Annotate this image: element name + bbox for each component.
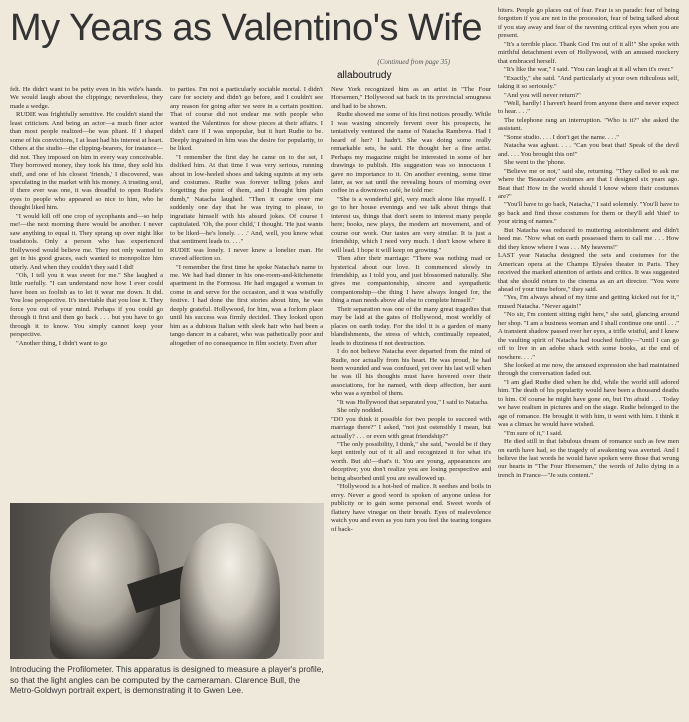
paragraph: Their separation was one of the many great tragedies that may be laid at the gates of Hollywood, most worldly of places on earth today. For the idol it is a garden of many blandishments, the stress of which, continually repeated, leads to dizziness if not destruction. <box>331 305 491 347</box>
paragraph: "You'll have to go back, Natacha," I said solemnly. "You'll have to go back and find those costumes for them or they'll add 'thief' to your string of names." <box>498 201 679 226</box>
paragraph: "I am glad Rudie died when he did, while the world still adored him. The death of his popularity would have been a thousand deaths to him. Of course he might have gone on, but I'm afraid . . . Today we have realism in pictures and on the stage. Rudie belonged to the age of romance. He brought it with him, it went with him. I think it was a climax he would have wished. <box>498 378 679 429</box>
paragraph: Rudie showed me some of his first notices proudly. While I was waxing sincerely fervent over his prospects, he tentatively ventured the name of Natacha Rambova. Had I heard of her? I hadn't. She was doing some really remarkable sets, he said. He thought her a fine artist. Perhaps my magazine might be interested in some of her drawings to publish. His suggestion was so innocuous I gave no importance to it. On another evening, some time later, as we sat until the revealing hours of morning over coffee in a downtown café, he told me: <box>331 111 491 195</box>
paragraph: "Some studio. . . . I don't get the name. . . ." <box>504 133 619 141</box>
paragraph: "Yes, I'm always ahead of my time and getting kicked out for it," mused Natacha. "Never again!" <box>498 294 679 310</box>
paragraph: "I would kill off one crop of sycophants and—so help me!—the next morning there would be another. I never saw anything to equal it. They sprang up over night like toadstools. Only a person who has experienced Hollywood would believe me. They not only wanted to get in his good graces, each wanted to monopolize him utterly. And when they couldn't they said I did! <box>10 212 163 271</box>
continued-note: (Continued from page 35) <box>377 58 450 66</box>
paragraph: "Hollywood is a hot-bed of malice. It seethes and boils in envy. Never a good word is spoken of anyone unless for publicity or to gain some personal end. Sweet words of flattery have vinegar on their breath. Eyes of malevolence watch you and even as you turn you feel the tearing tongues of back- <box>331 483 491 533</box>
paragraph: "DO you think it possible for two people to succeed with marriage there?" I asked, "not just ostensibly I mean, but actually? . . . or even with great friendship?" <box>331 415 491 440</box>
paragraph: "The only possibility, I think," she said, "would be if they kept entirely out of it all and recognized it for what it's worth. But ah!—that's it. You are young, appearances are deceptive; you don't realize you are losing perspective and being absorbed until you are swallowed up. <box>331 441 491 482</box>
paragraph: Natacha was aghast. . . . "Can you beat that! Speak of the devil and. . . . You brought this on!" <box>498 142 679 158</box>
article-headline: My Years as Valentino's Wife <box>10 7 483 49</box>
paragraph: The telephone rang an interruption. "Who is it?" she asked the assistant. <box>498 116 679 133</box>
paragraph: RUDIE was lonely. I never knew a lonelier man. He craved affection so. <box>170 246 323 263</box>
paragraph: RUDIE was frightfully sensitive. He couldn't stand the least criticism. And being an actor—a much finer actor than most people realized—he was pliant. If I shaped some of his convictions, I at least had his interest at heart. Others at the studio—the clipping-bearers, for instance—did not. They imposed on him in every way conceivable. They borrowed money, they took his time, they sold his stuff, and one of his closest 'friends,' I discovered, was speculating in the market with his money. A trusting soul, if there ever was one, it was dreadful to open Rudie's eyes to people who appeared so nice to him, who he thought liked him. <box>10 111 163 212</box>
paragraph: "Well, hardly! I haven't heard from anyone there and never expect to hear. . . ." <box>498 99 679 116</box>
paragraph: "Another thing, I didn't want to go <box>16 339 107 347</box>
paragraph: "It was Hollywood that separated you," I said to Natacha. <box>337 398 489 406</box>
paragraph: "Oh, I tell you it was sweet for me." She laughed a little ruefully. "I can understand now how I ever could have been so foolish as to let it wear me down. It did. You lose perspective. It's inevitable that you lose it. They force you out of your mind. Perhaps if you could go through it first and then go back . . . but you have to go through it to know. You simply cannot keep your perspective. <box>10 271 163 339</box>
paragraph: biters. People go places out of fear. Fear is so parade: fear of being forgotten if you are not in the procession, fear of being talked about if you stay away and fear of the ravening critical eyes when you are present. <box>498 7 679 40</box>
paragraph: "It's like the war," I said. "You can laugh at it all when it's over." <box>504 66 674 74</box>
paragraph: "She is a wonderful girl, very much alone like myself. I go to her house evenings and we talk about things that interest us, things that don't seem to interest many people here; books, new plays, the modern art movement, and of course our work. Our tastes are very similar. It is just a friendship, which I need very much. I don't know where it will lead. I hope it will keep on growing." <box>331 195 491 254</box>
paragraph: "And you will never return?" <box>504 91 581 99</box>
paragraph: "It's a terrible place. Thank God I'm out of it all!" She spoke with mirthful detachment even of Hollywood, with an amused mockery that embraced herself. <box>498 40 679 65</box>
paragraph: New York recognized him as an artist in "The Four Horsemen," Hollywood sat back in its provincial smugness and had to be shown. <box>331 86 491 110</box>
photo-woman-figure <box>180 523 280 659</box>
paragraph: He died still in that fabulous dream of romance such as few men on earth have had, so the tragedy of awakening was averted. And I believe the last words he would have spoken were those that wrung our hearts in "The Four Horsemen," the words of Julio dying in a trench in France—"Je suis content." <box>498 438 679 479</box>
paragraph: "I'm sure of it," I said. <box>504 429 563 437</box>
watermark: allaboutrudy <box>337 70 392 81</box>
paragraph: to parties. I'm not a particularly sociable mortal. I didn't care for society and didn't go before, and I couldn't see any reason for going after we were in a certain position. That of course did not endear me with people who wanted the Valentinos for show pieces at their affairs. I didn't care if I was unpopular, but it hurt Rudie to be. Deeply ingrained in him was the desire for popularity, to be liked. <box>170 86 323 153</box>
paragraph: "No sir, I'm content sitting right here," she said, glancing around her shop. "I am a business woman and I shall continue one until . . ." A transient shadow passed over her eyes, a trifle wistful, and I knew the vaulting spirit of Natacha had touched futility—"until I can go off to live in an adobe shack with some books, at the end of nowhere. . . ." <box>498 311 679 361</box>
photo-caption: Introducing the Profilometer. This apparatus is designed to measure a player's profile, so that the light angles can be computed by the cameraman. Clarence Bull, the Metro-Goldwyn portrait expert, is demonstrating it to Gwen Lee. <box>10 664 324 696</box>
paragraph: "Believe me or not," said she, returning. "They called to ask me where the 'Beaucaire' costumes are that I designed six years ago. Beat that! How in the world should I know where their costumes are?" <box>498 167 679 200</box>
paragraph: But Natacha was reduced to muttering astonishment and didn't heed me. "Now what on earth possessed them to call me . . . How did they know where I was . . . My heavens!" <box>498 226 679 251</box>
paragraph: I do not believe Natacha ever departed from the mind of Rudie, nor actually from his heart. He was proud, he had been wounded and was confused, yet over his last will when he was ill his thoughts must have hovered over their associations, for he named, with deep affection, her aunt who was a symbol of them. <box>331 348 491 398</box>
paragraph: She went to the 'phone. <box>504 159 566 167</box>
column-4 <box>498 7 679 719</box>
paragraph: She looked at me now, the amused expression she had maintained through the conversation faded out. <box>498 362 679 378</box>
paragraph: felt. He didn't want to be petty even in his wife's hands. We would laugh about the clippings; nevertheless, they made a wedge. <box>10 86 163 110</box>
paragraph: LAST year Natacha designed the sets and costumes for the American opera at the Champs Elysées theater in Paris. They received the marked attention of artists and critics. It was suggested that she should return to the cinema as an art director. "You were ahead of your time before," they said. <box>498 252 679 293</box>
paragraph: "Exactly," she said. "And particularly at your own ridiculous self, taking it so seriously." <box>498 74 679 91</box>
column-1 <box>10 86 163 500</box>
paragraph: Then after their marriage: "There was nothing mad or hysterical about our love. It commenced slowly in friendship, as I told you, and just blossomed naturally. She gives me companionship, sincere and sympathetic companionship—the thing I have always longed for, the thing a man needs above all else to complete himself." <box>331 255 491 305</box>
paragraph: "I remember the first day he came on to the set, I disliked him. At that time I was very serious, running about in low-heeled shoes and taking squints at my sets and costumes. Rudie was forever telling jokes and forgetting the point of them, and I thought him plain dumb," Natacha laughed. "Then it came over me suddenly one day that he was trying to please, to ingratiate himself with his absurd jokes. Of course I capitulated. 'Oh, the poor child,' I thought. 'He just wants to be liked—he's lonely. . . .' And, well, you know what that sentiment leads to. . . ." <box>170 153 323 246</box>
paragraph: "I remember the first time he spoke Natacha's name to me. We had had dinner in his one-room-and-kitchenette apartment in the Formosa. He had engaged a woman to come in and serve for the occasion, and it was wistfully festive. I had done the first stories about him, he was deeply grateful. Hollywood, for him, was a forlorn place until his success was firmly decided. They looked upon him as a dubious Italian with sleek hair who had been a tango dancer in a cabaret, who was pathetically poor and altogether of no consequence in film society. Even after <box>170 263 323 347</box>
profilometer-photo <box>10 503 324 659</box>
column-3 <box>331 86 491 722</box>
column-2 <box>170 86 323 500</box>
paragraph: She only nodded. <box>337 407 383 415</box>
